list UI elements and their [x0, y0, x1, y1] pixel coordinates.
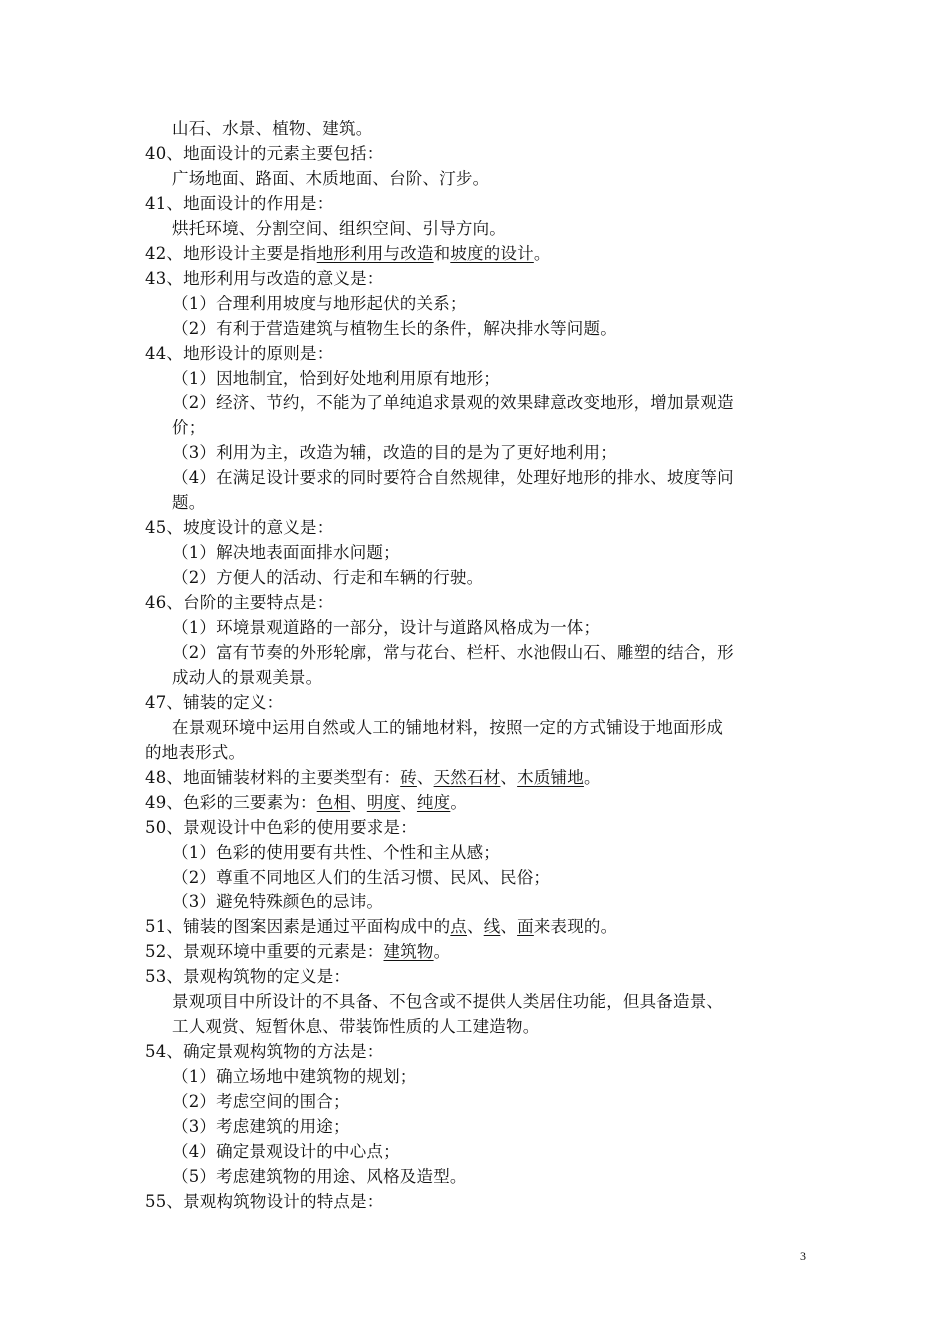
text-segment: （1）环境景观道路的一部分，设计与道路风格成为一体； — [172, 618, 601, 637]
text-segment: （2）有利于营造建筑与植物生长的条件，解决排水等问题。 — [172, 319, 617, 338]
text-segment: 、 — [500, 768, 518, 787]
text-segment: 47、铺装的定义： — [145, 693, 284, 712]
text-line — [145, 964, 815, 990]
text-segment: （1）色彩的使用要有共性、个性和主从感； — [172, 843, 500, 862]
text-line — [172, 1064, 842, 1090]
text-segment: 50、景观设计中色彩的使用要求是： — [145, 818, 417, 837]
text-line — [172, 415, 842, 441]
text-line — [172, 665, 842, 691]
underlined-answer: 点 — [450, 917, 467, 936]
text-segment: 53、景观构筑物的定义是： — [145, 967, 351, 986]
underlined-answer: 面 — [517, 917, 534, 936]
text-line — [172, 1164, 842, 1190]
text-segment: 在景观环境中运用自然或人工的铺地材料，按照一定的方式铺设于地面形成 — [172, 718, 724, 737]
text-line — [145, 815, 815, 841]
text-segment: 41、地面设计的作用是： — [145, 194, 334, 213]
text-line — [172, 1114, 842, 1140]
text-line — [172, 490, 842, 516]
text-segment: 42、地形设计主要是指 — [145, 244, 317, 263]
text-line — [172, 291, 842, 317]
text-line — [172, 989, 842, 1015]
text-line — [172, 1139, 842, 1165]
page-number: 3 — [800, 1249, 806, 1263]
text-segment: （2）富有节奏的外形轮廓，常与花台、栏杆、水池假山石、雕塑的结合，形 — [172, 643, 734, 662]
text-segment: （2）经济、节约，不能为了单纯追求景观的效果肆意改变地形，增加景观造 — [172, 393, 734, 412]
text-segment: 、 — [416, 768, 434, 787]
text-segment: 46、台阶的主要特点是： — [145, 593, 334, 612]
text-segment: （2）考虑空间的围合； — [172, 1092, 350, 1111]
text-segment: 工人观赏、短暂休息、带装饰性质的人工建造物。 — [172, 1017, 540, 1036]
underlined-answer: 坡度的设计 — [450, 244, 534, 263]
text-segment: 52、景观环境中重要的元素是： — [145, 942, 384, 961]
text-segment: 山石、水景、植物、建筑。 — [172, 119, 373, 138]
text-segment: 价； — [172, 418, 206, 437]
text-line — [145, 939, 815, 965]
text-line — [172, 540, 842, 566]
underlined-answer: 色相 — [316, 793, 351, 812]
text-segment: （3）考虑建筑的用途； — [172, 1117, 350, 1136]
text-line — [145, 690, 815, 716]
text-line — [172, 889, 842, 915]
text-line — [172, 715, 842, 741]
text-segment: 、 — [350, 793, 367, 812]
text-segment: 。 — [533, 244, 551, 263]
text-segment: 。 — [433, 942, 451, 961]
text-segment: （2）尊重不同地区人们的生活习惯、民风、民俗； — [172, 868, 551, 887]
text-line — [145, 765, 815, 791]
text-segment: 广场地面、路面、木质地面、台阶、汀步。 — [172, 169, 490, 188]
text-line — [145, 1039, 815, 1065]
text-segment: 55、景观构筑物设计的特点是： — [145, 1192, 384, 1211]
text-segment: （3）利用为主，改造为辅，改造的目的是为了更好地利用； — [172, 443, 617, 462]
text-line — [172, 390, 842, 416]
text-line — [145, 266, 815, 292]
text-segment: （5）考虑建筑物的用途、风格及造型。 — [172, 1167, 467, 1186]
text-segment: （1）合理利用坡度与地形起伏的关系； — [172, 294, 467, 313]
text-line — [145, 241, 815, 267]
text-line — [145, 341, 815, 367]
text-line — [172, 640, 842, 666]
text-segment: 成动人的景观美景。 — [172, 668, 323, 687]
text-segment: （1）确立场地中建筑物的规划； — [172, 1067, 417, 1086]
text-segment: 、 — [467, 917, 484, 936]
text-segment: （1）因地制宜，恰到好处地利用原有地形； — [172, 369, 500, 388]
underlined-answer: 明度 — [366, 793, 401, 812]
text-line — [145, 141, 815, 167]
underlined-answer: 纯度 — [416, 793, 451, 812]
text-line — [145, 191, 815, 217]
text-segment: 44、地形设计的原则是： — [145, 344, 334, 363]
text-segment: （3）避免特殊颜色的忌讳。 — [172, 892, 384, 911]
text-segment: （1）解决地表面面排水问题； — [172, 543, 400, 562]
text-line — [172, 565, 842, 591]
text-segment: 题。 — [172, 493, 206, 512]
text-line — [172, 440, 842, 466]
text-segment: 43、地形利用与改造的意义是： — [145, 269, 384, 288]
text-line — [172, 1089, 842, 1115]
text-segment: 。 — [583, 768, 601, 787]
text-line — [172, 1014, 842, 1040]
text-segment: 48、地面铺装材料的主要类型有： — [145, 768, 401, 787]
text-line — [172, 865, 842, 891]
underlined-answer: 砖 — [400, 768, 417, 787]
text-line — [172, 316, 842, 342]
text-line — [172, 840, 842, 866]
underlined-answer: 天然石材 — [433, 768, 501, 787]
text-segment: 的地表形式。 — [145, 743, 246, 762]
underlined-answer: 建筑物 — [383, 942, 434, 961]
text-line — [172, 465, 842, 491]
text-line — [145, 590, 815, 616]
text-line — [145, 515, 815, 541]
underlined-answer: 线 — [483, 917, 501, 936]
text-line — [172, 116, 842, 142]
text-line — [145, 790, 815, 816]
text-segment: （2）方便人的活动、行走和车辆的行驶。 — [172, 568, 484, 587]
text-segment: 49、色彩的三要素为： — [145, 793, 317, 812]
text-line — [172, 366, 842, 392]
text-segment: 来表现的。 — [533, 917, 618, 936]
text-segment: 景观项目中所设计的不具备、不包含或不提供人类居住功能，但具备造景、 — [172, 992, 724, 1011]
text-line — [172, 216, 842, 242]
text-segment: 。 — [450, 793, 468, 812]
text-segment: 烘托环境、分割空间、组织空间、引导方向。 — [172, 219, 506, 238]
text-segment: 51、铺装的图案因素是通过平面构成中的 — [145, 917, 451, 936]
text-segment: 、 — [500, 917, 518, 936]
text-line — [145, 1189, 815, 1215]
text-segment: 54、确定景观构筑物的方法是： — [145, 1042, 384, 1061]
text-line — [145, 914, 815, 940]
underlined-answer: 木质铺地 — [517, 768, 584, 787]
text-line — [145, 740, 815, 766]
text-line — [172, 166, 842, 192]
underlined-answer: 地形利用与改造 — [316, 244, 434, 263]
text-segment: （4）确定景观设计的中心点； — [172, 1142, 400, 1161]
text-segment: 40、地面设计的元素主要包括： — [145, 144, 384, 163]
text-line — [172, 615, 842, 641]
text-segment: （4）在满足设计要求的同时要符合自然规律，处理好地形的排水、坡度等问 — [172, 468, 734, 487]
text-segment: 和 — [433, 244, 451, 263]
text-segment: 、 — [400, 793, 417, 812]
text-segment: 45、坡度设计的意义是： — [145, 518, 334, 537]
